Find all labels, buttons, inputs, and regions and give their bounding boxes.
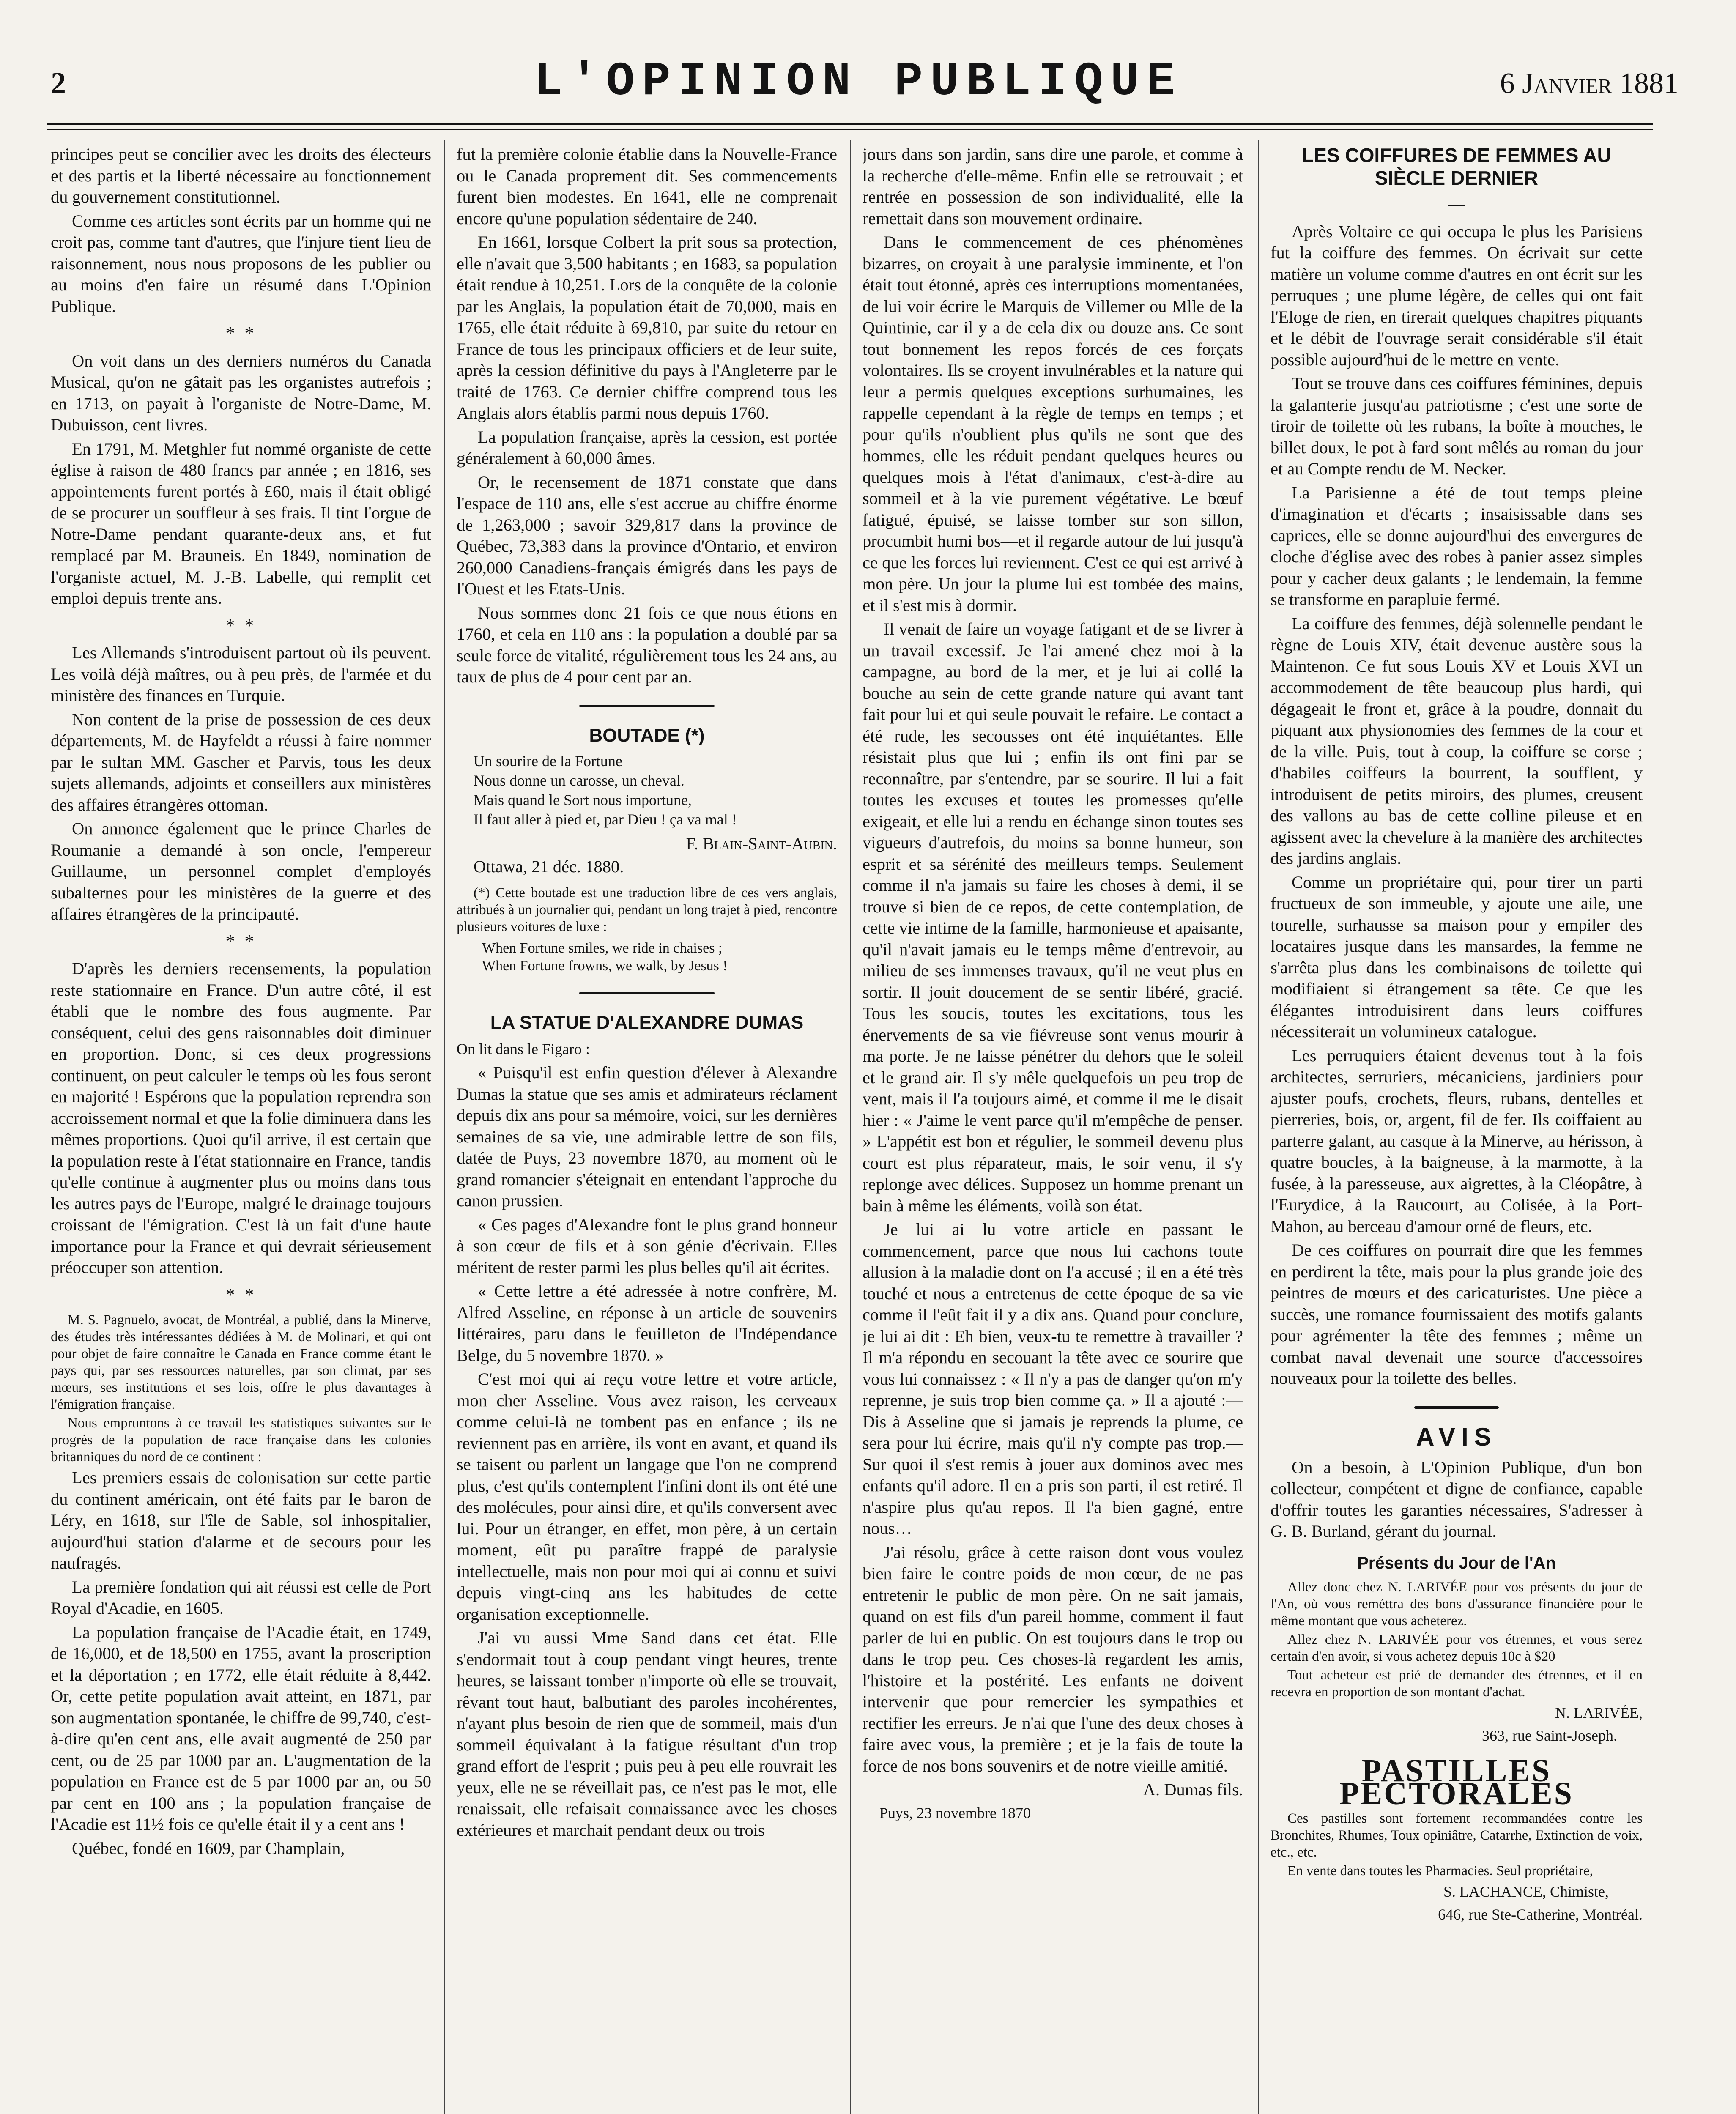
letter-place: Puys, 23 novembre 1870	[879, 1804, 1031, 1821]
masthead-rule-thin	[47, 129, 1653, 130]
asterism: * *	[225, 323, 257, 344]
title-dash: —	[1448, 194, 1465, 214]
poem-line: Il faut aller à pied et, par Dieu ! ça va mal !	[474, 811, 737, 828]
date-month: Janvier	[1522, 67, 1612, 100]
paragraph: En vente dans toutes les Pharmacies. Seul propriétaire,	[1287, 1863, 1594, 1879]
footnote	[457, 884, 837, 935]
paragraph: Allez chez N. LARIVÉE pour vos étrennes, et vous serez certain d'en avoir, si vous achetez depuis 10c à $20	[1271, 1632, 1643, 1664]
paragraph: On a besoin, à L'Opinion Publique, d'un bon collecteur, compétent et digne de confiance, capable d'offrir toutes les garanties nécessaires, S'adresser à G. B. Burland, gérant du journal.	[1271, 1457, 1643, 1541]
dumas-intro: On lit dans le Figaro :	[457, 1040, 590, 1057]
lachance-address: 646, rue Ste-Catherine, Montréal.	[1438, 1906, 1643, 1923]
paragraph: Québec, fondé en 1609, par Champlain,	[72, 1838, 345, 1858]
lachance-signature: S. LACHANCE, Chimiste,	[1443, 1883, 1609, 1900]
coiffures-title	[1271, 144, 1643, 189]
paragraph: C'est moi qui ai reçu votre lettre et votre article, mon cher Asseline. Vous avez raison, les cerveaux comme celui-là ne tombent pas en enfance ; ils ne reviennent pas en arrière, ils vont en avant, et quand ils se taisent ou parlent un langage que l'on ne comprend plus, c'est qu'ils contemplent l'infini dont ils ont été une des molécules, pour ainsi dire, et qu'ils conversent avec lui. Pour un étranger, en effet, mon père, à un certain moment, eût pu paraître frappé de paralysie intellectuelle, mais non pour moi qui ai connu et suivi depuis vingt-cinq ans les habitudes de cette organisation exceptionnelle.	[457, 1369, 837, 1624]
column-divider	[850, 140, 851, 2114]
column-divider	[1258, 140, 1259, 2114]
verse-line: When Fortune frowns, we walk, by Jesus !	[482, 958, 728, 974]
paragraph: jours dans son jardin, sans dire une parole, et comme à la recherche d'elle-même. Enfin elle se retrouvait ; et rentrée en possession de son individualité, elle la remettait dans son mouvement ordinaire.	[863, 145, 1243, 228]
paragraph: On voit dans un des derniers numéros du Canada Musical, qu'on ne gâtait pas les organistes autrefois ; en 1713, on payait à l'organiste de Notre-Dame, M. Dubuisson, cent livres.	[51, 351, 431, 434]
poem-line: Un sourire de la Fortune	[474, 752, 622, 769]
asterism: * *	[225, 1284, 257, 1305]
paragraph: La Parisienne a été de tout temps pleine d'imagination et d'écarts ; insaisissable dans ses caprices, elle se donne aujourd'hui des envergures de cloche d'église avec des robes à panier assez simples pour y cacher deux galants ; le lendemain, la femme se transforme en parapluie fermé.	[1271, 483, 1643, 609]
paragraph: Tout acheteur est prié de demander des étrennes, et il en recevra en proportion de son montant d'achat.	[1271, 1667, 1643, 1700]
section-separator	[579, 992, 715, 994]
paragraph: (*) Cette boutade est une traduction libre de ces vers anglais, attribués à un journalier qui, pendant un long trajet à pied, rencontre plusieurs voitures de luxe :	[457, 885, 837, 934]
date-day: 6	[1500, 67, 1515, 100]
verse-line: When Fortune smiles, we ride in chaises ;	[482, 940, 723, 956]
paragraph: Après Voltaire ce qui occupa le plus les Parisiens fut la coiffure des femmes. On écrivait sur cette matière un volume comme d'autres en ont écrit sur les perruques ; une plume légère, de celles qui ont fait l'Eloge de rien, en tirerait quelques chapitres piquants et le débit de l'ouvrage serait considérable s'il était possible aujourd'hui de le mettre en vente.	[1271, 222, 1643, 369]
presents-ad	[1271, 1579, 1643, 1701]
paragraph: Les premiers essais de colonisation sur cette partie du continent américain, ont été faits par le baron de Léry, en 1618, sur l'île de Sable, sol inhospitalier, aujourd'hui station d'alarme et de secours pour les naufragés.	[51, 1468, 431, 1572]
paragraph: Non content de la prise de possession de ces deux départements, M. de Hayfeldt a réussi à faire nommer par le sultan MM. Gascher et Parvis, tous les deux sujets allemands, adjoints et conseillers aux ministères des affaires étrangères ottoman.	[51, 709, 431, 814]
paragraph: La population française de l'Acadie était, en 1749, de 16,000, et de 18,500 en 1755, avant la proscription et la déportation ; en 1772, elle était réduite à 8,442. Or, cette petite population avait atteint, en 1871, par son augmentation spontanée, le chiffre de 99,740, c'est-à-dire qu'en cent ans, elle avait augmenté de 250 par cent, ou de 25 par 1000 par an. L'augmentation de la population en France est de 5 par 1000 par an, ou 50 par cent en 100 ans ; la population française de l'Acadie est 11½ fois ce qu'elle était il y a cent ans !	[51, 1622, 431, 1834]
letter-signature: A. Dumas fils.	[1143, 1780, 1243, 1799]
poem-line: Mais quand le Sort nous importune,	[474, 791, 692, 808]
paragraph: Je lui ai lu votre article en passant le commencement, parce que nous lui cachons toute allusion à la maladie dont on l'a accusé ; il en a été très touché et nous a entretenus de cette époque de sa vie comme il l'eût fait il y a dix ans. Quand pour conclure, je lui ai dit : Eh bien, veux-tu te remettre à travailler ? Il m'a répondu en secouant la tête avec ce sourire que vous lui connaissez : « Il n'y a pas de danger qu'on m'y reprenne, je suis trop bien comme ça. » Il a ajouté :—Dis à Asseline que si jamais je reprends la plume, ce sera pour lui écrire, mais qu'il n'y compte pas trop.—Sur quoi il s'est remis à jouer aux dominos avec mes enfants qu'il adore. Il en a pris son parti, il est retiré. Il n'aspire plus qu'au repos. Il l'a bien gagné, entre nous…	[863, 1220, 1243, 1538]
pastilles-title: PASTILLES PECTORALES	[1339, 1753, 1574, 1811]
issue-date	[1500, 67, 1678, 101]
presents-title: Présents du Jour de l'An	[1357, 1553, 1556, 1572]
paragraph: fut la première colonie établie dans la Nouvelle-France ou le Canada proprement dit. Ses commencements furent bien modestes. En 1641, elle ne comprenait encore qu'une population sédentaire de 240.	[457, 145, 837, 228]
title-line: SIÈCLE DERNIER	[1375, 167, 1538, 189]
paragraph: Les Allemands s'introduisent partout où ils peuvent. Les voilà déjà maîtres, ou à peu près, de l'armée et du ministère des finances en Turquie.	[51, 643, 431, 705]
asterism: * *	[225, 615, 257, 636]
paragraph: J'ai vu aussi Mme Sand dans cet état. Elle s'endormait tout à coup pendant vingt heures, trente heures, se laissant tomber n'importe où elle se trouvait, rêvant tout haut, balbutiant des paroles incohérentes, n'ayant plus besoin de rien que de sommeil, mais d'un sommeil équivalant à la fatigue résultant d'un trop grand effort de l'esprit ; puis peu à peu elle rouvrait les yeux, elle ne se réveillait pas, ce n'est pas le mot, elle renaissait, elle refaisait connaissance avec les choses extérieures et marchait pendant deux ou trois	[457, 1628, 837, 1840]
boutade-title: BOUTADE (*)	[589, 725, 705, 746]
paragraph: principes peut se concilier avec les droits des électeurs et des partis et la liberté nécessaire au fonctionnement du gouvernement constitutionnel.	[51, 145, 431, 206]
poem-author: F. Blain-Saint-Aubin.	[686, 834, 837, 853]
paragraph: En 1791, M. Metghler fut nommé organiste de cette église à raison de 480 francs par année ; en 1816, ses appointements furent portés à £60, mais il était obligé de se procurer un souffleur à ses frais. Il tint l'orgue de Notre-Dame pendant quarante-deux ans, et fut remplacé par M. Brauneis. En 1849, nomination de l'organiste actuel, M. J.-B. Labelle, qui remplit cet emploi depuis trente ans.	[51, 439, 431, 608]
larivee-signature: N. LARIVÉE,	[1555, 1704, 1643, 1721]
title-line: LES COIFFURES DE FEMMES AU	[1302, 144, 1611, 166]
column-4	[1271, 144, 1643, 2114]
small-print-block	[51, 1312, 431, 1465]
paragraph: D'après les derniers recensements, la population reste stationnaire en France. D'un autre côté, il est établi que le nombre des fous augmente. Par conséquent, celui des gens raisonnables doit diminuer en proportion. Donc, si ces deux progressions continuent, on peut calculer le temps où les fous seront en majorité ! Espérons que la population reprendra son accroissement normal et que la folie diminuera dans les mêmes proportions. Quoi qu'il arrive, il est certain que la population reste à l'état stationnaire en France, tandis qu'elle continue à augmenter plus ou moins dans tous les autres pays de l'Europe, malgré le drainage toujours croissant de l'émigration. C'est là un fait d'une haute importance pour la France et qui devrait sérieusement préoccuper son attention.	[51, 959, 431, 1277]
paragraph: M. S. Pagnuelo, avocat, de Montréal, a publié, dans la Minerve, des études très intéressantes dédiées à M. de Molinari, et qui ont pour objet de faire connaître le Canada en France comme étant le pays qui, par ses ressources naturelles, par son climat, par ses mœurs, ses institutions et ses lois, offre le plus davantages à l'émigration française.	[51, 1312, 431, 1412]
section-separator	[1414, 1406, 1499, 1409]
paragraph: Dans le commencement de ces phénomènes bizarres, on croyait à une paralysie imminente, et l'on était tout étonné, après ces interruptions momentanées, de lui voir écrire le Marquis de Villemer ou Mlle de la Quintinie, car il y a de cela dix ou douze ans. Ce sont tout bonnement les repos forcés de ces forçats volontaires. Ils se croyent invulnérables et la nature qui leur a permis quelques exceptions surhumaines, les rappelle cependant à la règle de temps en temps ; et pour qu'ils n'oublient plus qu'ils ne sont que des hommes, elle les réduit pendant quelques heures ou quelques mois à l'état d'animaux, c'est-à-dire au sommeil et à la vie purement végétative. Le bœuf fatigué, épuisé, se laisse tomber sur son sillon, procumbit humi bos—et il regarde autour de lui jusqu'à ce que les forces lui reviennent. C'est ce qui est arrivé à mon père. Un jour la plume lui est tombée des mains, et il s'est mis à dormir.	[863, 233, 1243, 615]
poem	[474, 751, 837, 829]
column-3	[863, 144, 1243, 2114]
column-2	[457, 144, 837, 2114]
paragraph: Tout se trouve dans ces coiffures féminines, depuis la galanterie jusqu'au patriotisme ; c'est une sorte de tiroir de toilette où les rubans, la boîte à mouches, le billet doux, le pot à fard sont mêlés au roman du jour et au Compte rendu de M. Necker.	[1271, 374, 1643, 478]
paragraph: La coiffure des femmes, déjà solennelle pendant le règne de Louis XIV, était devenue austère sous la Maintenon. Ce fut sous Louis XV et Louis XVI un accommodement de tête beaucoup plus hardi, qui dégageait le front et, grâce à la poudre, donnait du piquant aux physionomies des femmes de la cour et de la ville. Puis, tout à coup, la coiffure se corse ; d'habiles coiffeurs la bourrent, la soufflent, y introduisent de petits miroirs, des plumes, creusent des vallons au bas de cette colline pileuse et en agissent avec la chevelure à la manière des architectes des jardins anglais.	[1271, 613, 1643, 868]
poem-line: Nous donne un carosse, un cheval.	[474, 772, 685, 789]
paragraph: Il venait de faire un voyage fatigant et de se livrer à un travail excessif. Je l'ai amené chez moi à la campagne, au bord de la mer, et je lui ai collé la bouche au sein de cette grande nature qui avant tant fait pour lui et qui seule pouvait le refaire. Le contact a été rude, les secousses ont été inquiétantes. Elle résistait plus que lui ; enfin ils ont fini par se reconnaître, par s'entendre, par se sourire. Il lui a fait toutes les excuses et toutes les promesses qu'elle exigeait, et elle lui a rendu en échange sinon toutes ses vigueurs d'autrefois, du moins sa bonne humeur, son esprit et sa sérénité des meilleurs temps. Seulement comme il n'a jamais su faire les choses à demi, il se trouve si bien de ce repos, de cette contemplation, de cette vie intime de la famille, harmonieuse et apaisante, qu'il n'avait jamais eu le temps même d'entrevoir, au milieu de ses immenses travaux, qu'il ne veut plus en sortir. Il jouit doucement de se sentir libéré, gracié. Tous les soucis, toutes les excitations, tous les énervements de sa vie fiévreuse sont venus mourir à ma porte. Je ne laisse pénétrer du dehors que le soleil et le grand air. Il s'y mêle quelquefois un peu trop de vent, mais il l'a toujours aimé, et comme il me le disait hier : « J'aime le vent parce qu'il m'empêche de penser. » L'appétit est bon et régulier, le sommeil devenu plus court est plus réparateur, mais, le soir venu, il s'y replonge avec délices. Supposez un homme prenant un bain à même les éléments, voilà son état.	[863, 619, 1243, 1215]
paragraph: Comme un propriétaire qui, pour tirer un parti fructueux de son immeuble, y ajoute une aile, une tourelle, surhausse sa maison pour y empiler des locataires jusque dans les mansardes, la femme ne s'arrêta plus dans les combinaisons de toilette qui modifiaient si étrangement sa tête. Ce que les élégantes introduisirent dans leurs coiffures nécessiterait un volumineux catalogue.	[1271, 872, 1643, 1041]
poem-place: Ottawa, 21 déc. 1880.	[474, 857, 624, 876]
asterism: * *	[225, 931, 257, 952]
page-number: 2	[51, 66, 66, 100]
paragraph: Allez donc chez N. LARIVÉE pour vos présents du jour de l'An, où vous reméttra des bons d'assurance financière pour le même montant que vous acheterez.	[1271, 1579, 1643, 1629]
paragraph: « Puisqu'il est enfin question d'élever à Alexandre Dumas la statue que ses amis et admirateurs réclament depuis dix ans pour sa mémoire, voici, sur les dernières semaines de sa vie, une admirable lettre de son fils, datée de Puys, 23 novembre 1870, au moment où le grand romancier s'éteignait en entendant l'approche du canon prussien.	[457, 1063, 837, 1210]
paragraph: J'ai résolu, grâce à cette raison dont vous voulez bien faire le contre poids de mon cœur, de ne pas entretenir le public de mon père. On ne sait jamais, quand on est fils d'un pareil homme, comment il faut parler de lui en public. On est toujours dans le trop ou dans le trop peu. Ces choses-là regardent les amis, l'histoire et la postérité. Les enfants ne doivent intervenir que pour remercier les sympathies et rectifier les erreurs. Je n'ai que l'une des deux choses à faire avec vous, la première ; et je la fais de toute la force de nos bons souvenirs et de notre vieille amitié.	[863, 1542, 1243, 1775]
paragraph: La population française, après la cession, est portée généralement à 60,000 âmes.	[457, 427, 837, 468]
larivee-address: 363, rue Saint-Joseph.	[1482, 1727, 1617, 1744]
pastilles-ad	[1271, 1810, 1643, 1879]
avis-title: AVIS	[1416, 1422, 1497, 1451]
paragraph: De ces coiffures on pourrait dire que les femmes en perdirent la tête, mais pour la plus grande joie des peintres de mœurs et des caricaturistes. Une pièce a succès, une romance fournissaient des motifs galants pour agrémenter la tête des femmes ; même un combat naval devenait une source d'accessoires nouveaux pour la toilette des belles.	[1271, 1240, 1643, 1388]
masthead-rule	[47, 123, 1653, 125]
section-separator	[579, 705, 715, 707]
paragraph: En 1661, lorsque Colbert la prit sous sa protection, elle n'avait que 3,500 habitants ; en 1683, sa population était rendue à 10,251. Lors de la conquête de la colonie par les Anglais, la population était de 70,000, mais en 1765, elle était réduite à 69,810, par suite du retour en France de tous les principaux officiers et de leur suite, après la cession définitive du pays à l'Angleterre par le traité de 1763. Ce dernier chiffre comprend tous les Anglais alors établis parmi nous depuis 1760.	[457, 233, 837, 422]
masthead	[34, 25, 1683, 110]
paragraph: Nous sommes donc 21 fois ce que nous étions en 1760, et cela en 110 ans : la population a doublé par sa seule force de vitalité, régulièrement tous les 24 ans, au taux de plus de 4 pour cent par an.	[457, 603, 837, 686]
column-divider	[444, 140, 445, 2114]
paragraph: Nous empruntons à ce travail les statistiques suivantes sur le progrès de la population de race française dans les colonies britanniques du nord de ce continent :	[51, 1416, 431, 1465]
paragraph: Ces pastilles sont fortement recommandées contre les Bronchites, Rhumes, Toux opiniâtre, Catarrhe, Extinction de voix, etc., etc.	[1271, 1810, 1643, 1860]
paragraph: Or, le recensement de 1871 constate que dans l'espace de 110 ans, elle s'est accrue au chiffre énorme de 1,263,000 ; savoir 329,817 dans la province de Québec, 73,383 dans la province d'Ontario, et environ 260,000 Canadiens-français émigrés dans les pays de l'Ouest et les Etats-Unis.	[457, 472, 837, 598]
paragraph: On annonce également que le prince Charles de Roumanie a demandé à son oncle, l'empereur Guillaume, un personnel complet d'employés subalternes pour les ministères de la guerre et des affaires étrangères de la principauté.	[51, 819, 431, 923]
paragraph: Les perruquiers étaient devenus tout à la fois architectes, serruriers, mécaniciens, jardiniers pour ajuster poufs, crochets, fleurs, rubans, dentelles et pierreries, bois, or, argent, fil de fer. Ils coiffaient au parterre galant, au casque à la Minerve, au hérisson, à quatre boucles, à la baigneuse, à la marmotte, à la fusée, à la paresseuse, aux aigrettes, à la Cléopâtre, à l'Eurydice, à la Raucourt, au Colisée, à la Port-Mahon, au berceau d'amour orné de fleurs, etc.	[1271, 1046, 1643, 1236]
english-verse	[482, 939, 837, 975]
dumas-title: LA STATUE D'ALEXANDRE DUMAS	[490, 1012, 804, 1033]
paragraph: La première fondation qui ait réussi est celle de Port Royal d'Acadie, en 1605.	[51, 1577, 431, 1618]
paragraph: « Ces pages d'Alexandre font le plus grand honneur à son cœur de fils et à son génie d'écrivain. Elles méritent de rester parmi les plus belles qu'il ait écrites.	[457, 1215, 837, 1277]
date-year: 1881	[1619, 67, 1678, 100]
paragraph: « Cette lettre a été adressée à notre confrère, M. Alfred Asseline, en réponse à un article de souvenirs littéraires, paru dans le feuilleton de l'Indépendance Belge, du 5 novembre 1870. »	[457, 1282, 837, 1365]
paragraph: Comme ces articles sont écrits par un homme qui ne croit pas, comme tant d'autres, que l'injure tient lieu de raisonnement, nous nous proposons de les publier ou au moins d'en faire un résumé dans L'Opinion Publique.	[51, 211, 431, 316]
column-1	[51, 144, 431, 2114]
newspaper-title: L'OPINION PUBLIQUE	[534, 55, 1183, 109]
